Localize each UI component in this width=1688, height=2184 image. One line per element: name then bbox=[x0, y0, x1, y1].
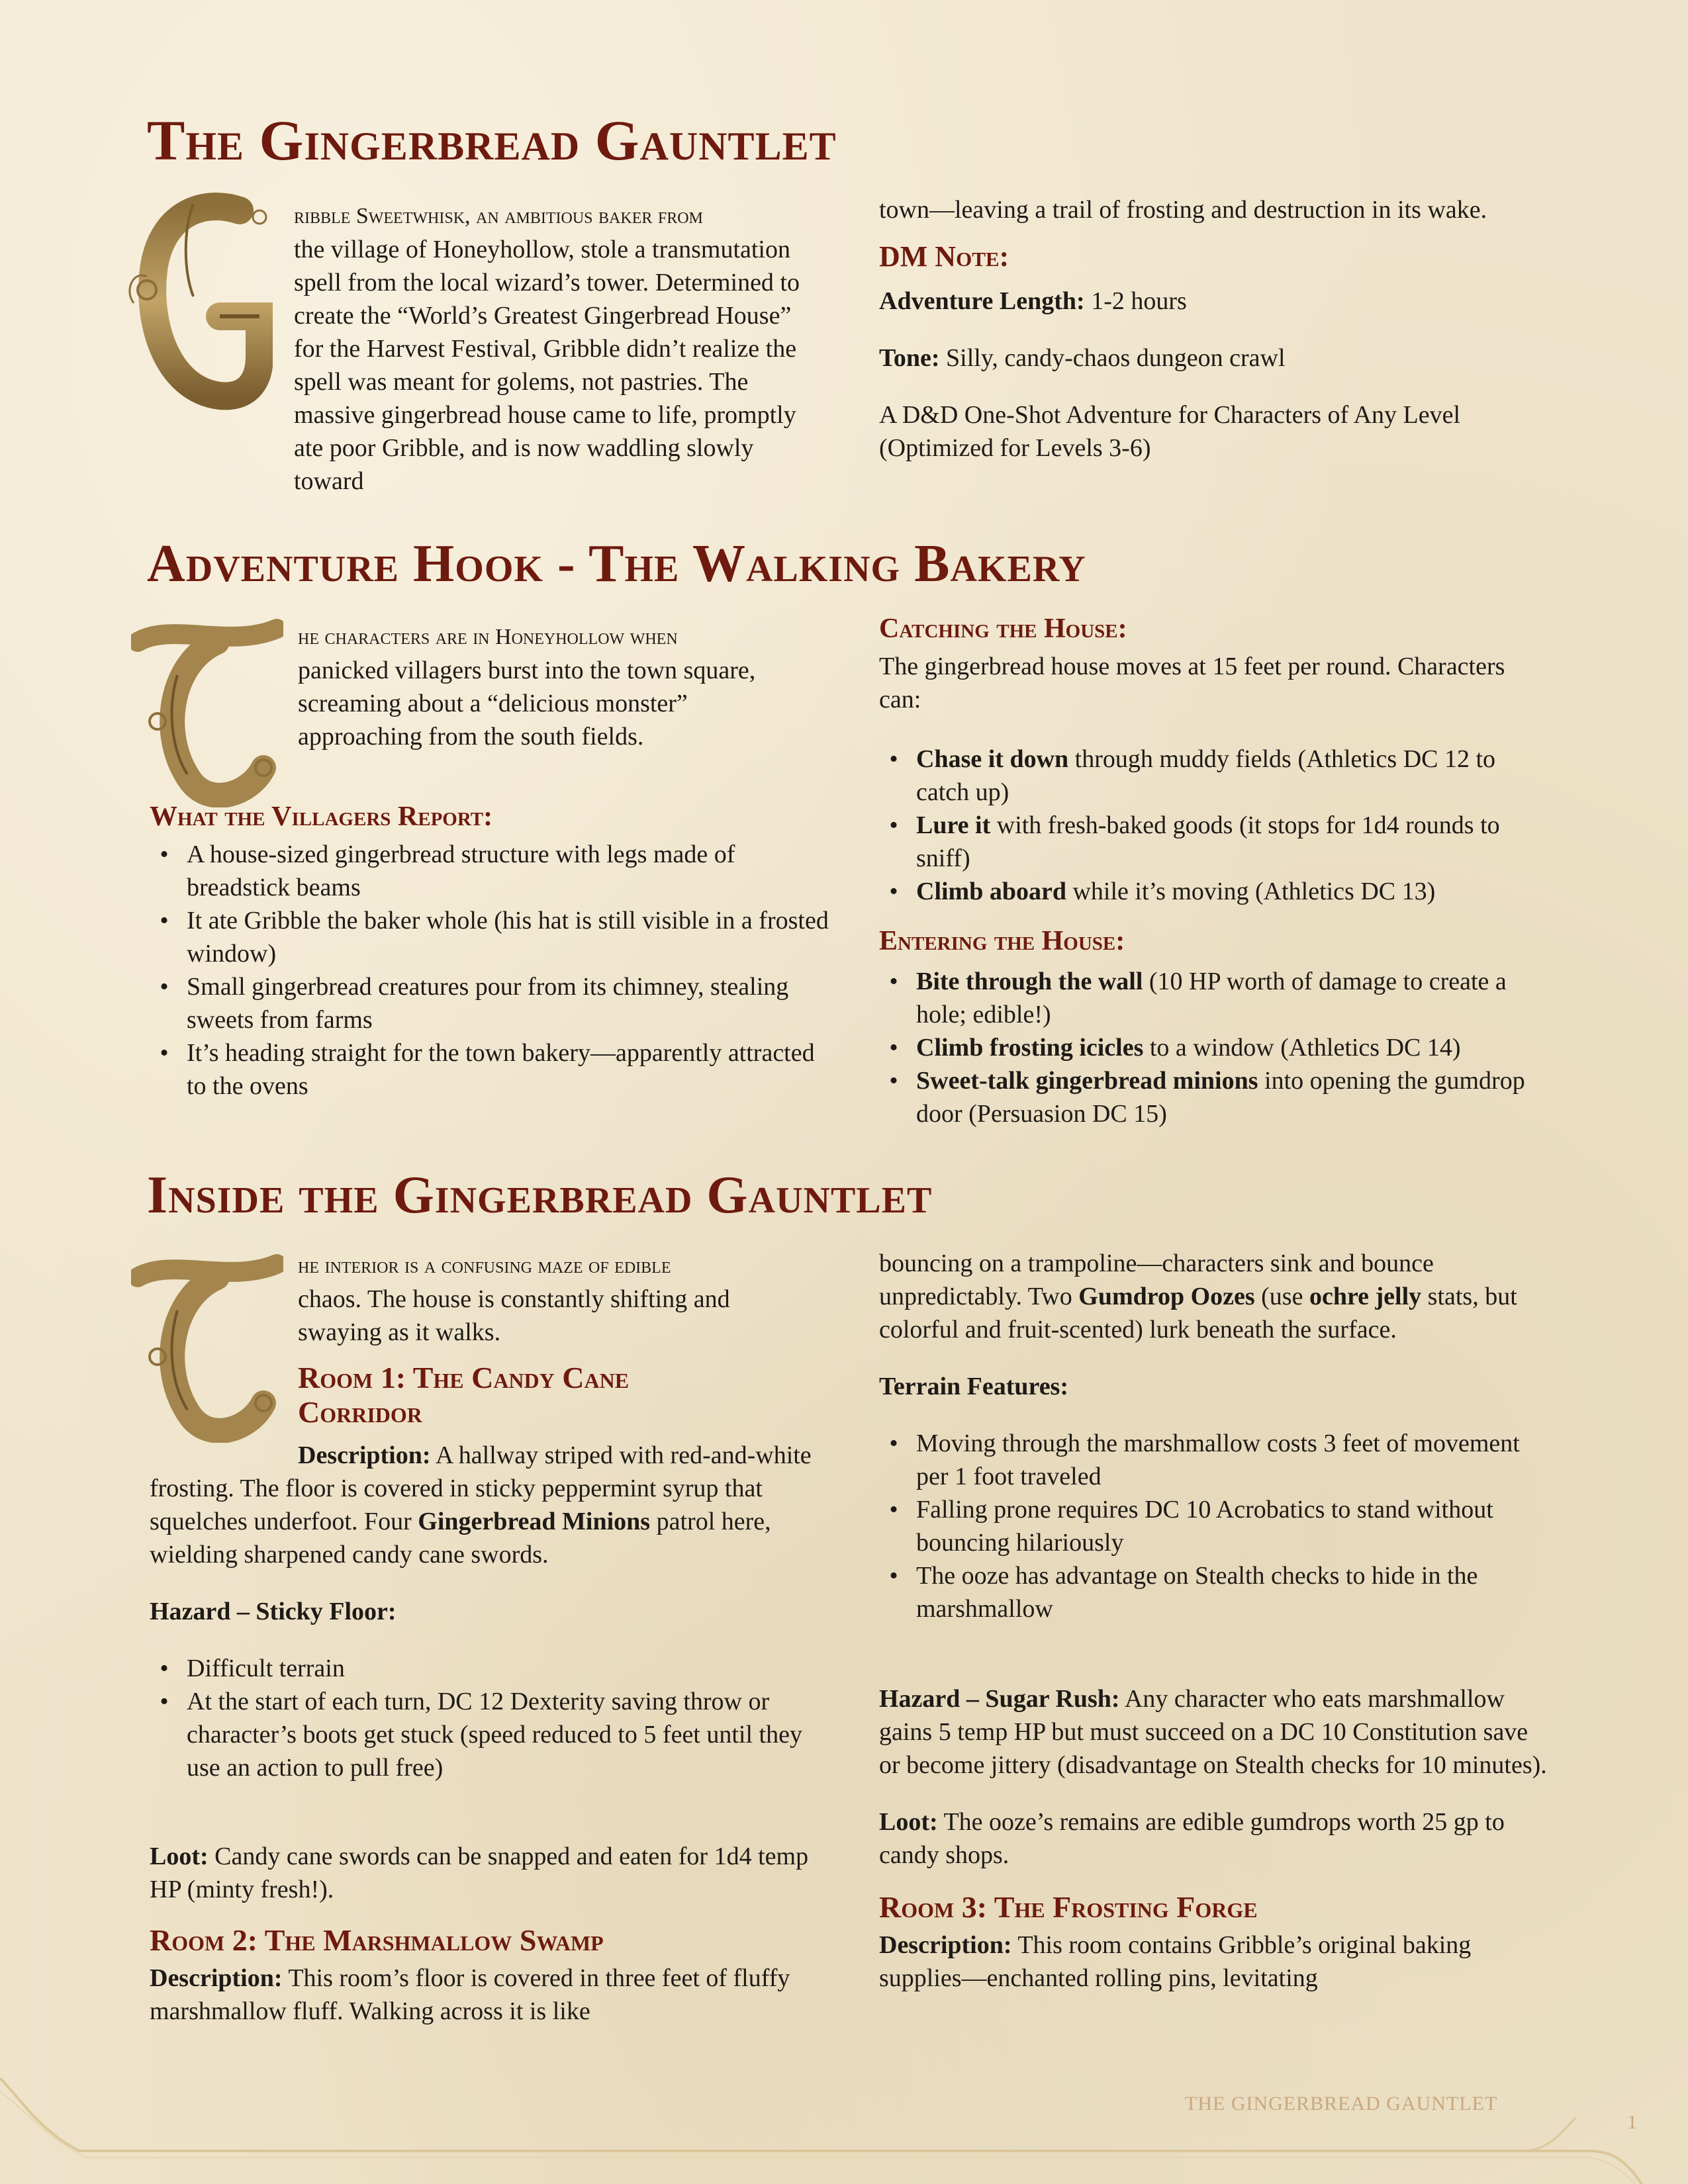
intro-left-column bbox=[150, 199, 818, 498]
room1-heading: Room 1: The Candy Cane Corridor bbox=[298, 1361, 630, 1429]
terrain-list bbox=[879, 1427, 1552, 1625]
footer-running-title: THE GINGERBREAD GAUNTLET bbox=[1185, 2093, 1498, 2115]
room3-desc-label: Description: bbox=[879, 1931, 1012, 1959]
inside-lead: he interior is a confusing maze of edible bbox=[298, 1253, 671, 1278]
inside-heading: Inside the Gingerbread Gauntlet bbox=[147, 1166, 933, 1224]
list-item: • It’s heading straight for the town bakery—apparently attracted to the ovens bbox=[187, 1036, 835, 1103]
footer-ornament bbox=[0, 2052, 1688, 2184]
list-item: • At the start of each turn, DC 12 Dexterity saving throw or character’s boots get stuck (speed reduced to 5 feet until they use an action to pull free) bbox=[187, 1685, 822, 1784]
entering-heading: Entering the House: bbox=[879, 926, 1125, 956]
oneshot-text: A D&D One-Shot Adventure for Characters of Any Level (Optimized for Levels 3-6) bbox=[879, 401, 1461, 462]
catching-heading: Catching the House: bbox=[879, 614, 1127, 644]
catching-list bbox=[879, 743, 1552, 908]
dm-note-heading: DM Note: bbox=[879, 240, 1009, 273]
ochre-jelly: ochre jelly bbox=[1309, 1283, 1422, 1310]
intro-lead: ribble Sweetwhisk, an ambitious baker from bbox=[294, 204, 703, 228]
sugar-rush-label: Hazard – Sugar Rush: bbox=[879, 1685, 1120, 1713]
list-item: • Chase it down through muddy fields (Athletics DC 12 to catch up) bbox=[916, 743, 1552, 809]
inside-right-column: bouncing on a trampoline—characters sink and bounce unpredictably. Two Gumdrop Oozes (use ochre jelly stats, but colorful and fruit-scented) lurk beneath the surface. Terrain Features: • Moving through the marshmallow costs 3 feet of movement per 1 foot traveled • Falling prone requires DC 10 Acrobatics to stand without bouncing hilariously • The ooze has advantage on Stealth checks to hide in the marshmallow Hazard – Sugar Rush: Any character who eats marshmallow gains 5 temp HP but must succeed on a DC 10 Constitution save or become jittery (disadvantage on Stealth checks for 10 minutes). Loot: The ooze’s remains are edible gumdrops worth 25 gp to candy shops. Room 3: The Frosting Forge Description: This room contains Gribble’s original baking supplies—enchanted rolling pins, levitating bbox=[879, 1247, 1548, 1995]
loot1-label: Loot: bbox=[150, 1843, 209, 1870]
adventure-length-label: Adventure Length: bbox=[879, 287, 1085, 315]
list-item: • Sweet-talk gingerbread minions into opening the gumdrop door (Persuasion DC 15) bbox=[916, 1064, 1552, 1130]
room1-desc-label: Description: bbox=[298, 1441, 431, 1469]
villagers-report-heading: What the Villagers Report: bbox=[150, 801, 493, 832]
list-item: • Moving through the marshmallow costs 3 feet of movement per 1 foot traveled bbox=[916, 1427, 1552, 1493]
list-item: • Difficult terrain bbox=[187, 1652, 822, 1685]
hook-heading: Adventure Hook - The Walking Bakery bbox=[147, 535, 1086, 593]
hook-right-column bbox=[879, 612, 1548, 1130]
list-item: • A house-sized gingerbread structure with legs made of breadstick beams bbox=[187, 838, 835, 904]
villagers-report-list bbox=[150, 838, 835, 1103]
room2-heading: Room 2: The Marshmallow Swamp bbox=[150, 1923, 604, 1957]
catching-text: The gingerbread house moves at 15 feet per round. Characters can: bbox=[879, 653, 1505, 713]
inside-left-column: he interior is a confusing maze of edible chaos. The house is constantly shifting and swaying as it walks. Room 1: The Candy Cane Corridor Description: A hallway striped with red-and-white frosting. The floor is covered in sticky peppermint syrup that squelches underfoot. Four Gingerbread Minions patrol here, wielding sharpened candy cane swords. Hazard – Sticky Floor: • Difficult terrain • At the start of each turn, DC 12 Dexterity saving throw or character’s boots get stuck (speed reduced to 5 feet until they use an action to pull free) Loot: Candy cane swords can be snapped and eaten for 1d4 temp HP (minty fresh!). Room 2: The Marshmallow Swamp Description: This room’s floor is covered in three feet of fluffy marshmallow fluff. Walking across it is like bbox=[150, 1248, 818, 2028]
list-item: • Lure it with fresh-baked goods (it stops for 1d4 rounds to sniff) bbox=[916, 809, 1552, 875]
list-item: • The ooze has advantage on Stealth checks to hide in the marshmallow bbox=[916, 1559, 1552, 1625]
page-title: The Gingerbread Gauntlet bbox=[147, 109, 837, 172]
list-item: • Falling prone requires DC 10 Acrobatics to stand without bouncing hilariously bbox=[916, 1493, 1552, 1559]
terrain-heading: Terrain Features: bbox=[879, 1373, 1069, 1400]
gumdrop-oozes: Gumdrop Oozes bbox=[1078, 1283, 1255, 1310]
tone-value: Silly, candy-chaos dungeon crawl bbox=[946, 344, 1286, 372]
room3-heading: Room 3: The Frosting Forge bbox=[879, 1890, 1258, 1924]
hazard1-list bbox=[150, 1652, 822, 1784]
inside-text: chaos. The house is constantly shifting and swaying as it walks. bbox=[298, 1285, 730, 1346]
hook-lead: he characters are in Honeyhollow when bbox=[298, 625, 678, 649]
loot2-label: Loot: bbox=[879, 1808, 938, 1836]
hook-left-column bbox=[150, 619, 829, 1103]
tone-label: Tone: bbox=[879, 344, 940, 372]
intro-right-text: town—leaving a trail of frosting and destruction in its wake. bbox=[879, 196, 1487, 224]
list-item: • Small gingerbread creatures pour from its chimney, stealing sweets from farms bbox=[187, 970, 835, 1036]
room2-desc-label: Description: bbox=[150, 1964, 283, 1992]
entering-list bbox=[879, 965, 1552, 1130]
hazard1-heading: Hazard – Sticky Floor: bbox=[150, 1598, 397, 1625]
list-item: • It ate Gribble the baker whole (his hat is still visible in a frosted window) bbox=[187, 904, 835, 970]
intro-left-text: the village of Honeyhollow, stole a transmutation spell from the local wizard’s tower. Determined to create the “World’s Greatest Gingerbread House” for the Harvest Festival, Gribble didn’t realize the spell was meant for golems, not pastries. The massive gingerbread house came to life, promptly ate poor Gribble, and is now waddling slowly toward bbox=[294, 236, 800, 495]
gingerbread-minions: Gingerbread Minions bbox=[418, 1508, 651, 1535]
list-item: • Bite through the wall (10 HP worth of damage to create a hole; edible!) bbox=[916, 965, 1552, 1031]
list-item: • Climb aboard while it’s moving (Athletics DC 13) bbox=[916, 875, 1552, 908]
intro-right-column bbox=[879, 193, 1548, 465]
page-number: 1 bbox=[1627, 2111, 1637, 2133]
list-item: • Climb frosting icicles to a window (Athletics DC 14) bbox=[916, 1031, 1552, 1064]
hook-text: panicked villagers burst into the town square, screaming about a “delicious monster” approaching from the south fields. bbox=[298, 657, 756, 751]
adventure-length-value: 1-2 hours bbox=[1091, 287, 1187, 315]
